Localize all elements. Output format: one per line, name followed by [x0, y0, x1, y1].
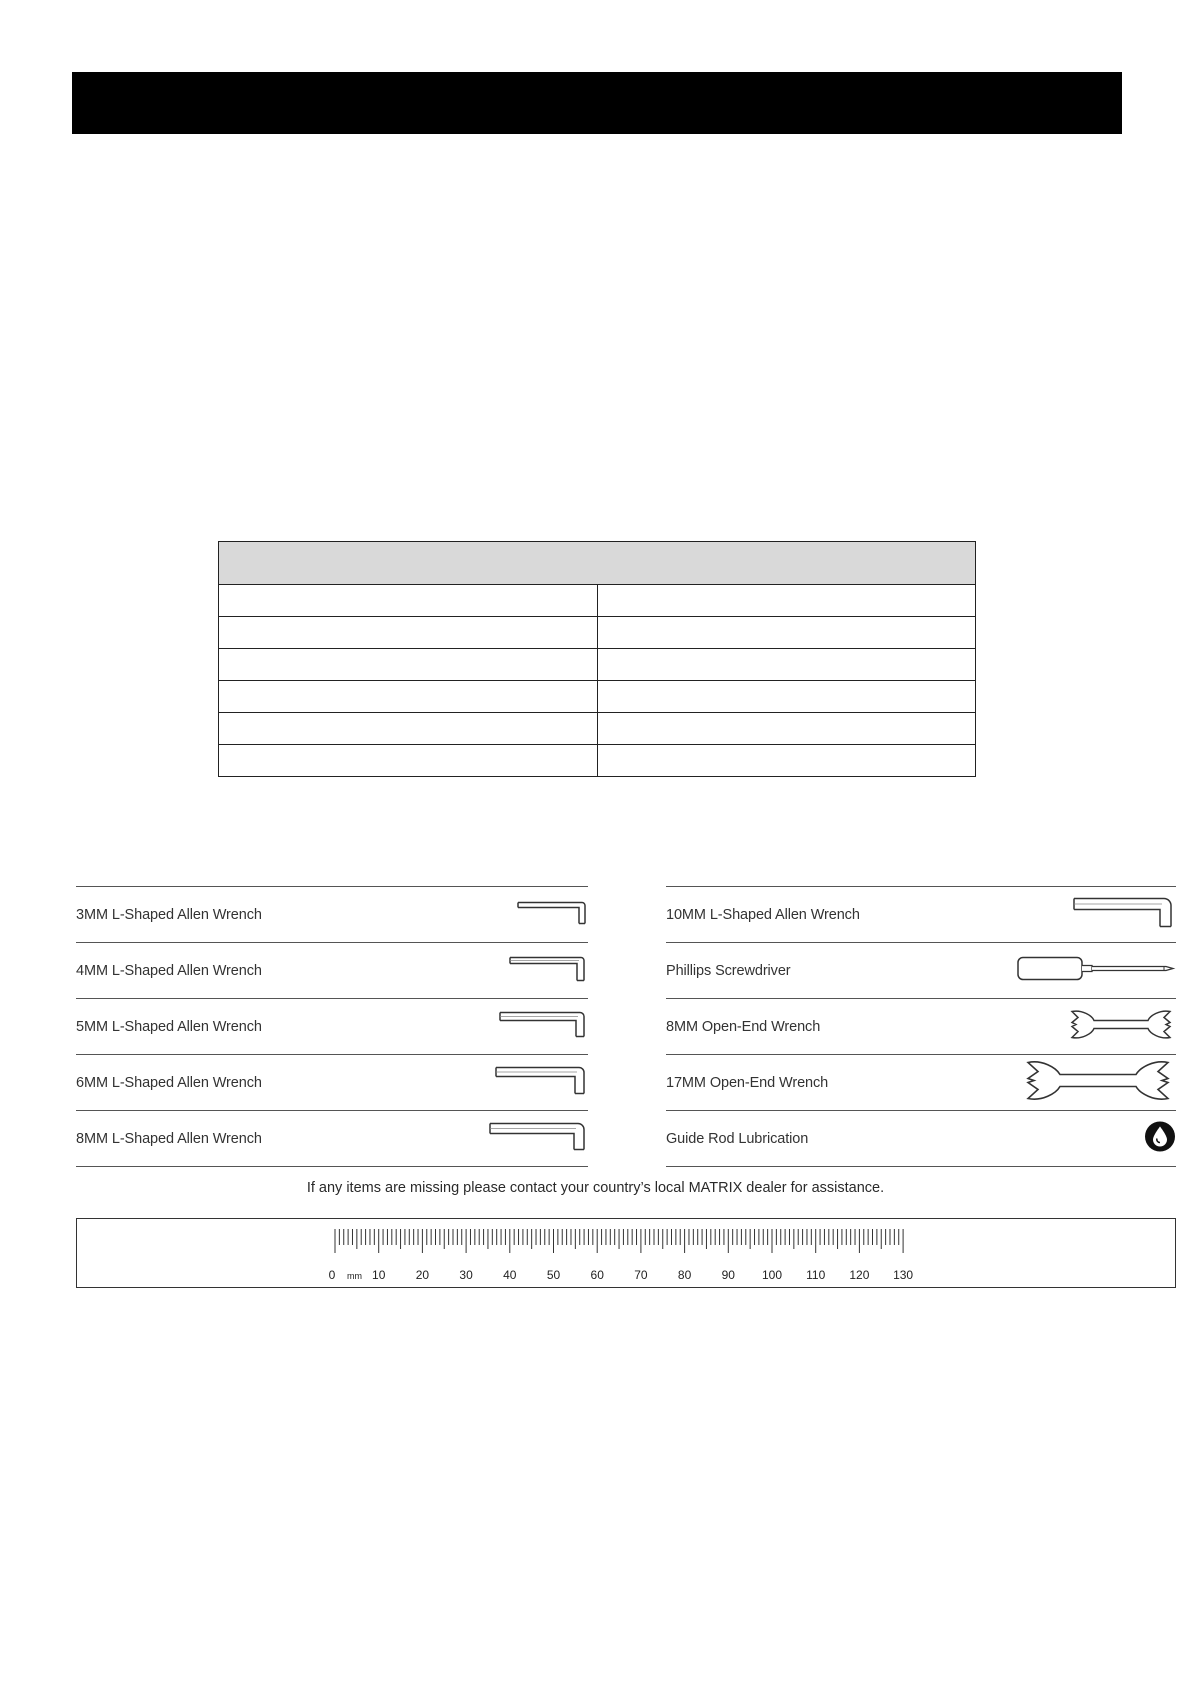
table-row	[219, 745, 976, 777]
tool-label: 8MM L-Shaped Allen Wrench	[76, 1130, 262, 1147]
allen-wrench-4mm-icon	[508, 954, 588, 987]
table-row	[219, 617, 976, 649]
ruler-tick-label: 30	[459, 1268, 473, 1282]
list-item	[666, 942, 1176, 998]
ruler-tick-label: 70	[634, 1268, 648, 1282]
list-item	[666, 998, 1176, 1054]
allen-wrench-8mm-icon	[488, 1121, 588, 1156]
ruler-tick-label: 110	[806, 1268, 826, 1282]
list-item	[76, 942, 588, 998]
list-item	[76, 998, 588, 1054]
tool-label: 17MM Open-End Wrench	[666, 1074, 829, 1091]
spec-table-header	[219, 542, 976, 585]
ruler-tick-label: 60	[590, 1268, 604, 1282]
list-item	[76, 886, 588, 942]
ruler-tick-label: 120	[849, 1268, 870, 1282]
header-bar	[72, 72, 1122, 134]
list-item	[76, 1054, 588, 1110]
ruler-tick-label: 90	[721, 1268, 735, 1282]
list-item	[666, 1054, 1176, 1110]
table-row	[219, 585, 976, 617]
open-end-wrench-17mm-icon	[1020, 1058, 1176, 1107]
lubrication-drop-icon	[1144, 1120, 1176, 1157]
allen-wrench-6mm-icon	[494, 1065, 588, 1100]
ruler-tick-label: 20	[415, 1268, 430, 1282]
tool-label: 8MM Open-End Wrench	[666, 1018, 821, 1035]
ruler-scale	[77, 1219, 1177, 1289]
ruler-tick-label: 10	[372, 1268, 386, 1282]
list-item	[666, 1110, 1176, 1167]
spec-table-header-row	[219, 542, 976, 585]
table-row	[219, 713, 976, 745]
ruler-tick-label: 40	[503, 1268, 517, 1282]
allen-wrench-10mm-icon	[1072, 896, 1176, 933]
ruler	[76, 1218, 1176, 1288]
ruler-tick-label: 80	[677, 1268, 692, 1282]
ruler-zero-label: 0	[328, 1268, 336, 1282]
spec-table	[218, 541, 976, 777]
list-item	[76, 1110, 588, 1167]
open-end-wrench-8mm-icon	[1066, 1007, 1176, 1046]
tool-list-right	[666, 886, 1176, 1167]
tool-label: Phillips Screwdriver	[666, 962, 791, 979]
tool-list-left	[76, 886, 588, 1167]
allen-wrench-5mm-icon	[498, 1010, 588, 1043]
ruler-tick-label: 50	[546, 1268, 561, 1282]
tool-label: 3MM L-Shaped Allen Wrench	[76, 906, 262, 923]
screwdriver-icon	[1016, 954, 1176, 987]
allen-wrench-3mm-icon	[516, 899, 588, 930]
ruler-unit-label: mm	[347, 1271, 362, 1281]
list-item	[666, 886, 1176, 942]
ruler-tick-label: 130	[893, 1268, 914, 1282]
tool-label: 5MM L-Shaped Allen Wrench	[76, 1018, 262, 1035]
ruler-tick-label: 100	[761, 1268, 783, 1282]
table-row	[219, 681, 976, 713]
missing-items-notice: If any items are missing please contact your country’s local MATRIX dealer for assistance.	[306, 1180, 885, 1196]
tool-label: 6MM L-Shaped Allen Wrench	[76, 1074, 262, 1091]
tool-label: 4MM L-Shaped Allen Wrench	[76, 962, 262, 979]
table-row	[219, 649, 976, 681]
tool-label: Guide Rod Lubrication	[666, 1130, 809, 1147]
tool-label: 10MM L-Shaped Allen Wrench	[666, 906, 860, 923]
